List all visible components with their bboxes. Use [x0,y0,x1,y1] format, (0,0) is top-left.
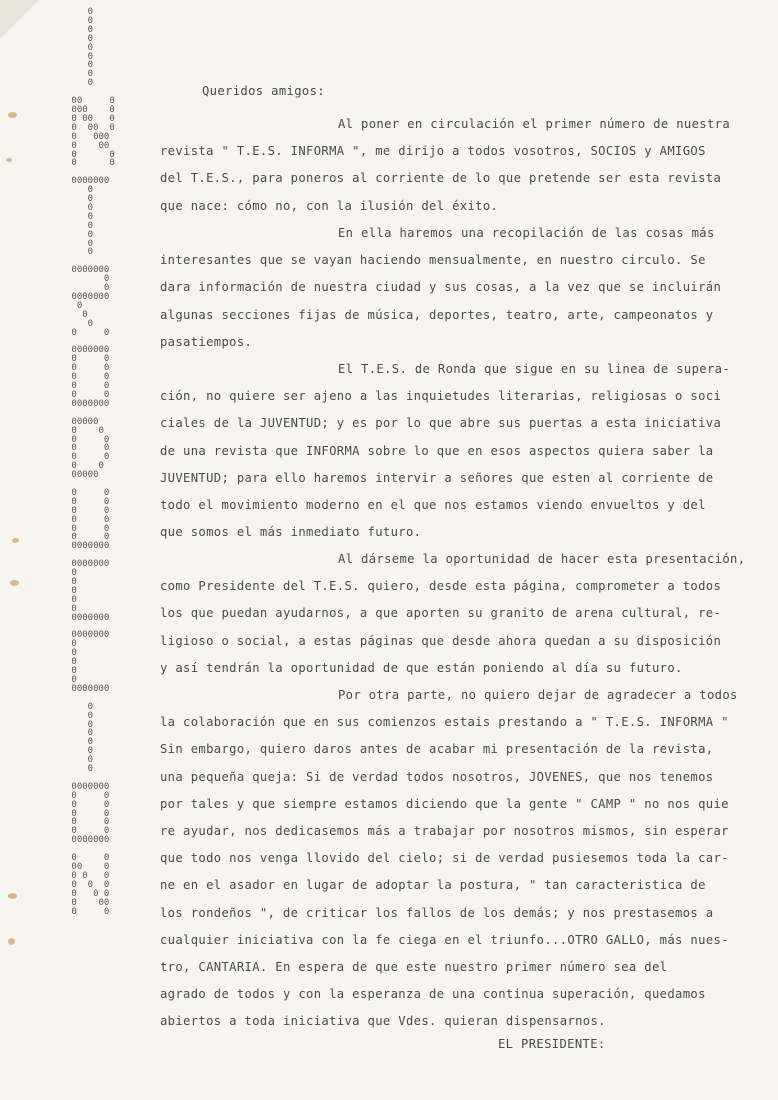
punch-hole-mark [8,938,15,945]
text-line: JUVENTUD; para ello haremos intervir a señores que esten al corriente de [160,470,714,485]
punch-hole-mark [10,580,19,586]
punch-hole-mark [6,158,12,162]
text-line: todo el movimiento moderno en el que nos estamos viendo envueltos y del [160,497,706,512]
text-line: como Presidente del T.E.S. quiero, desde esta página, comprometer a todos [160,579,722,594]
text-line: re ayudar, nos dedicasemos más a trabajar por nosotros mismos, sin esperar [160,823,729,838]
text-line: interesantes que se vayan haciendo mensualmente, en nuestro circulo. Se [160,253,706,268]
text-line: los que puedan ayudarnos, a que aporten su granito de arena cultural, re- [160,606,722,621]
text-line: Sin embargo, quiero daros antes de acabar mi presentación de la revista, [160,742,714,757]
paragraph [160,546,775,682]
paragraph [160,111,775,220]
text-line: los rondeños ", de criticar los fallos de los demás; y nos prestasemos a [160,905,714,920]
text-line: por tales y que siempre estamos diciendo que la gente " CAMP " no nos quie [160,796,729,811]
text-line: del T.E.S., para poneros al corriente de lo que pretende ser esta revista [160,171,722,186]
text-line: la colaboración que en sus comienzos estais prestando a " T.E.S. INFORMA " [160,715,729,730]
text-line: Al poner en circulación el primer número de nuestra [338,117,731,131]
vertical-typed-banner [66,8,136,916]
text-line: que todo nos venga llovido del cielo; si de verdad pusiesemos toda la car- [160,851,729,866]
punch-hole-mark [12,538,19,543]
banner-art: 0 0 0 0 0 0 0 0 0 00 0 000 0 0 00 0 0 00 0 0 000 0 00 0 0 0 0 0000000 0 0 0 0 0 0 0 0 0000000 0 0 0000000 0 0 0 0 0 0000000 0 0 0 0 0 0 0 0 0 0 0000000 00000 0 0 0 0 0 0 0 0 0 0 00000 0 0 0 0 0 0 0 0 0 0 0 0 0000000 0000000 0 0 0 0 0 0000000 0000000 0 0 0 0 0 0000000 0 0 0 0 0 0 0 0 0000000 0 0 0 0 0 0 0 0 0 0 0000000 0 0 00 0 0 0 0 0 0 0 0 0 0 0 00 0 0 [71,7,115,917]
text-line: dara información de nuestra ciudad y sus cosas, a la vez que se incluirán [160,280,722,295]
text-line: que somos el más inmediato futuro. [160,525,422,540]
punch-hole-mark [8,112,17,118]
paragraph [160,356,775,546]
text-line: pasatiempos. [160,334,253,349]
text-line: En ella haremos una recopilación de las cosas más [338,226,715,240]
text-line: de una revista que INFORMA sobre lo que en esos aspectos quiera saber la [160,443,714,458]
text-line: ciales de la JUVENTUD; y es por lo que abre sus puertas a esta iniciativa [160,416,722,431]
text-line: cualquier iniciativa con la fe ciega en el triunfo...OTRO GALLO, más nues- [160,932,729,947]
text-line: tro, CANTARIA. En espera de que este nuestro primer número sea del [160,959,668,974]
paragraph [160,682,775,1035]
text-line: ne en el asador en lugar de adoptar la postura, " tan caracteristica de [160,878,706,893]
text-line: abiertos a toda iniciativa que Vdes. quieran dispensarnos. [160,1014,606,1029]
text-line: que nace: cómo no, con la ilusión del éxito. [160,198,499,213]
signature-line: EL PRESIDENTE: [498,1037,606,1051]
text-line: una pequeña queja: Si de verdad todos nosotros, JOVENES, que nos tenemos [160,769,714,784]
paragraph [160,220,775,356]
text-line: Al dárseme la oportunidad de hacer esta presentación, [338,552,746,566]
text-line: revista " T.E.S. INFORMA ", me dirijo a todos vosotros, SOCIOS y AMIGOS [160,144,706,159]
text-line: Por otra parte, no quiero dejar de agradecer a todos [338,688,738,702]
text-line: ligioso o social, a estas páginas que desde ahora quedan a su disposición [160,633,722,648]
text-line: ción, no quiere ser ajeno a las inquietudes literarias, religiosas o soci [160,389,722,404]
salutation: Queridos amigos: [202,84,325,98]
text-line: y así tendrán la oportunidad de que están poniendo al día su futuro. [160,660,683,675]
folded-corner [0,0,40,40]
text-line: algunas secciones fijas de música, deportes, teatro, arte, campeonatos y [160,307,714,322]
text-line: agrado de todos y con la esperanza de una continua superación, quedamos [160,987,706,1002]
punch-hole-mark [8,893,17,899]
text-line: El T.E.S. de Ronda que sigue en su linea de supera- [338,362,731,376]
